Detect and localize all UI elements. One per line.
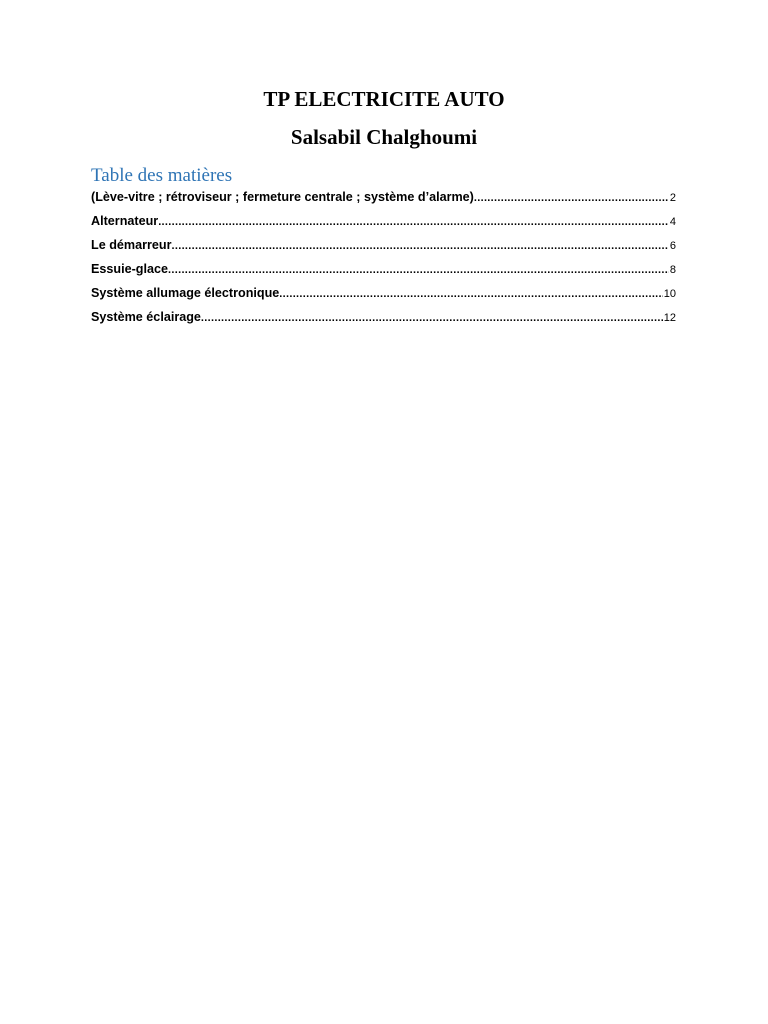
toc-entry-page: 10 [663, 288, 676, 300]
toc-dot-leader [201, 307, 663, 329]
table-of-contents [91, 186, 676, 330]
toc-entry-label: Essuie-glace [91, 262, 169, 276]
document-title: TP ELECTRICITE AUTO [263, 87, 505, 111]
toc-entry-label: Le démarreur [91, 238, 172, 252]
toc-entry-page: 8 [669, 264, 676, 276]
toc-heading: Table des matières [91, 165, 233, 186]
toc-entry-leve-vitre[interactable] [91, 186, 676, 210]
toc-entry-alternateur[interactable] [91, 210, 676, 234]
toc-entry-page: 6 [669, 240, 676, 252]
toc-dot-leader [168, 259, 669, 281]
toc-entry-page: 12 [663, 312, 676, 324]
toc-dot-leader [474, 187, 669, 209]
toc-entry-label: Système allumage électronique [91, 286, 280, 300]
toc-dot-leader [279, 283, 662, 305]
toc-entry-label: Système éclairage [91, 310, 201, 324]
toc-entry-page: 2 [669, 192, 676, 204]
toc-entry-essuie-glace[interactable] [91, 258, 676, 282]
toc-entry-demarreur[interactable] [91, 234, 676, 258]
toc-entry-label: (Lève-vitre ; rétroviseur ; fermeture centrale ; système d’alarme) [91, 190, 474, 204]
toc-entry-label: Alternateur [91, 214, 159, 228]
toc-dot-leader [172, 235, 669, 257]
toc-dot-leader [158, 211, 669, 233]
toc-entry-allumage-electronique[interactable] [91, 282, 676, 306]
document-author: Salsabil Chalghoumi [290, 125, 478, 149]
toc-entry-eclairage[interactable] [91, 306, 676, 330]
toc-entry-page: 4 [669, 216, 676, 228]
